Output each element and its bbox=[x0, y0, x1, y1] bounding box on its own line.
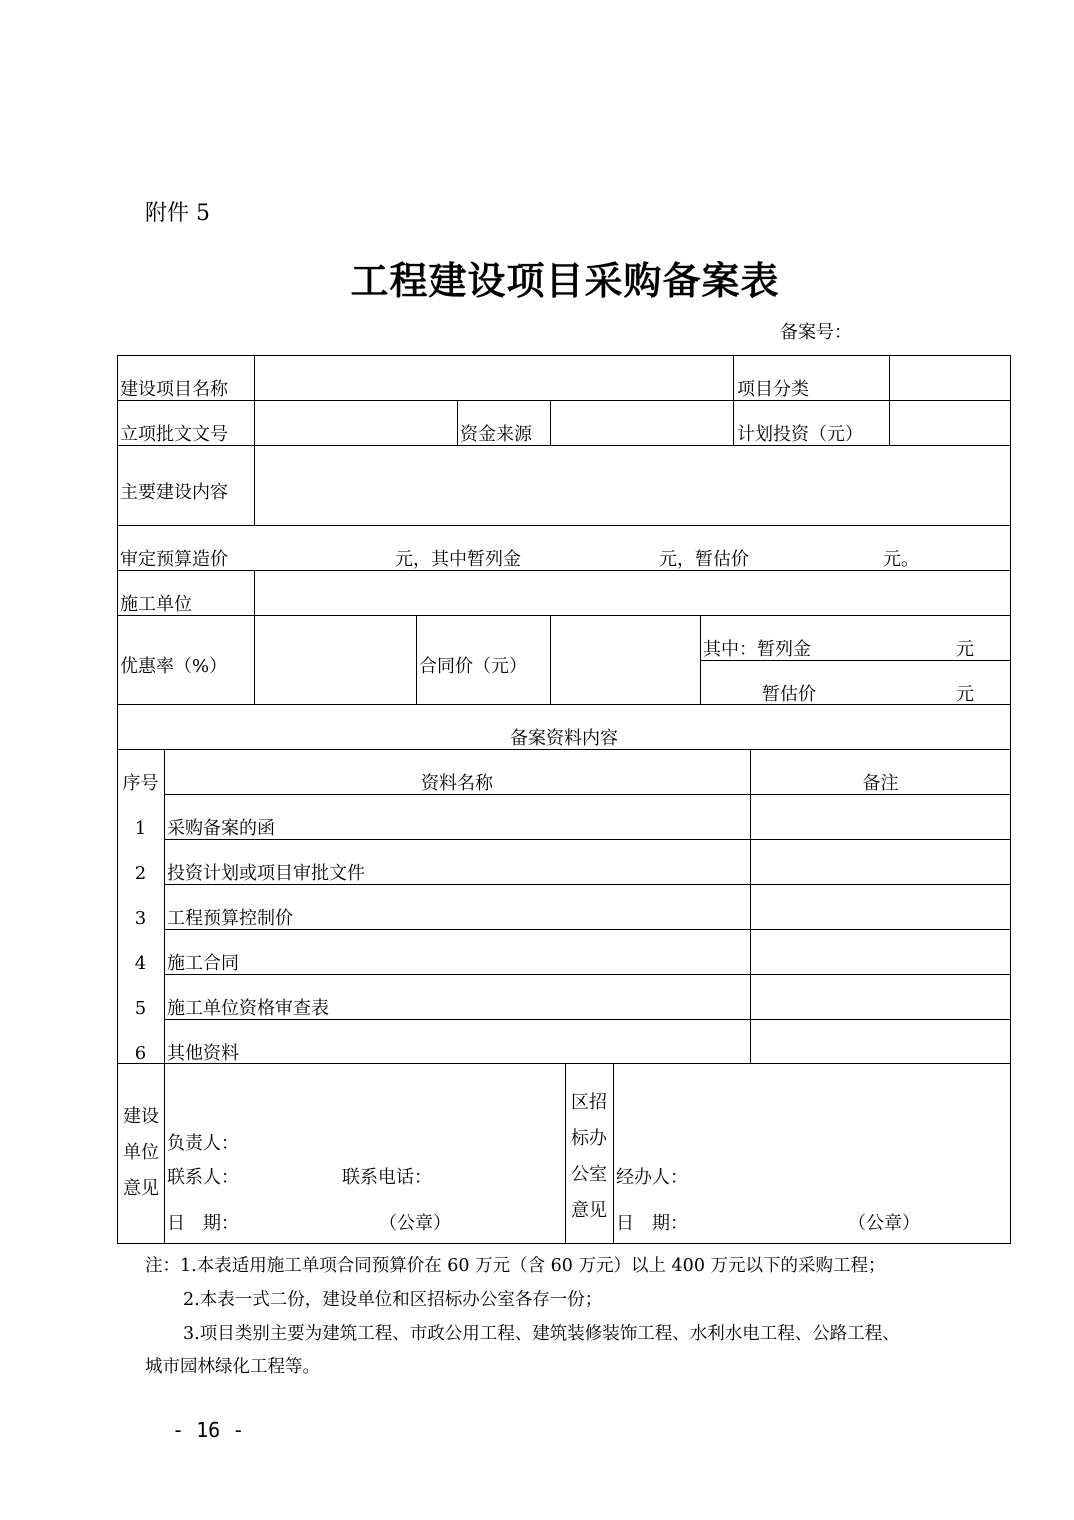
contract-price-label: 合同价（元） bbox=[419, 656, 527, 677]
col-divider bbox=[750, 749, 751, 1063]
builder-seal-label: （公章） bbox=[379, 1213, 451, 1234]
col-divider bbox=[254, 355, 255, 525]
row-divider bbox=[117, 1063, 1011, 1064]
table-border-left bbox=[117, 355, 118, 1244]
material-name: 工程预算控制价 bbox=[167, 908, 293, 929]
col-divider bbox=[700, 615, 701, 704]
note-line-3: 3.项目类别主要为建筑工程、市政公用工程、建筑装修装饰工程、水利水电工程、公路工程、 bbox=[183, 1324, 900, 1344]
col-divider bbox=[254, 570, 255, 704]
budget-provisional-text: 元，其中暂列金 bbox=[395, 549, 521, 570]
estimated-price-label: 暂估价 bbox=[762, 684, 816, 705]
table-border-right bbox=[1010, 355, 1011, 1244]
budget-end-text: 元。 bbox=[883, 549, 919, 570]
note-line-1: 注：1.本表适用施工单项合同预算价在 60 万元（含 60 万元）以上 400 万元以下的采购工程； bbox=[145, 1256, 886, 1276]
handler-label: 经办人： bbox=[616, 1167, 688, 1188]
col-divider bbox=[164, 749, 165, 1244]
estimated-price-unit: 元 bbox=[956, 684, 974, 705]
col-no-header: 序号 bbox=[122, 773, 159, 794]
page-number: - 16 - bbox=[172, 1418, 245, 1442]
discount-label: 优惠率（%） bbox=[120, 656, 228, 677]
material-name: 其他资料 bbox=[167, 1043, 239, 1064]
col-divider bbox=[733, 355, 734, 445]
office-date-label: 日 期： bbox=[616, 1213, 688, 1234]
approval-doc-label: 立项批文文号 bbox=[120, 424, 228, 445]
material-no: 2 bbox=[134, 863, 147, 884]
fund-source-label: 资金来源 bbox=[460, 424, 532, 445]
col-divider bbox=[613, 1063, 614, 1244]
material-name: 采购备案的函 bbox=[167, 818, 275, 839]
contact-phone-label: 联系电话： bbox=[342, 1167, 432, 1188]
row-divider bbox=[164, 839, 1011, 840]
person-in-charge-label: 负责人： bbox=[167, 1133, 239, 1154]
budget-estimated-text: 元，暂估价 bbox=[659, 549, 749, 570]
col-divider bbox=[889, 355, 890, 445]
main-content-label: 主要建设内容 bbox=[120, 482, 228, 503]
material-no: 5 bbox=[134, 998, 147, 1019]
material-name: 施工单位资格审查表 bbox=[167, 998, 329, 1019]
materials-header: 备案资料内容 bbox=[510, 728, 618, 749]
record-number-label: 备案号： bbox=[780, 322, 852, 343]
col-name-header: 资料名称 bbox=[421, 773, 493, 794]
project-name-label: 建设项目名称 bbox=[120, 379, 228, 400]
col-divider bbox=[550, 400, 551, 445]
contractor-label: 施工单位 bbox=[120, 594, 192, 615]
form-title: 工程建设项目采购备案表 bbox=[350, 258, 780, 303]
contact-person-label: 联系人： bbox=[167, 1167, 239, 1188]
row-divider bbox=[164, 974, 1011, 975]
budget-label: 审定预算造价 bbox=[120, 549, 228, 570]
material-no: 3 bbox=[134, 908, 147, 929]
col-divider bbox=[416, 615, 417, 704]
col-divider bbox=[550, 615, 551, 704]
provisional-sum-label: 其中：暂列金 bbox=[703, 639, 811, 660]
row-divider bbox=[117, 400, 1011, 401]
material-name: 投资计划或项目审批文件 bbox=[167, 863, 365, 884]
table-border-top bbox=[117, 355, 1011, 356]
material-name: 施工合同 bbox=[167, 953, 239, 974]
row-divider bbox=[117, 704, 1011, 705]
row-divider bbox=[117, 570, 1011, 571]
note-line-2: 2.本表一式二份，建设单位和区招标办公室各存一份； bbox=[183, 1290, 603, 1310]
material-no: 6 bbox=[134, 1043, 147, 1064]
row-divider bbox=[117, 445, 1011, 446]
row-divider bbox=[117, 525, 1011, 526]
note-line-4: 城市园林绿化工程等。 bbox=[145, 1357, 320, 1377]
col-remark-header: 备注 bbox=[862, 773, 899, 794]
project-category-label: 项目分类 bbox=[737, 379, 809, 400]
office-opinion-label: 区招 标办 公室 意见 bbox=[571, 1092, 607, 1221]
office-seal-label: （公章） bbox=[848, 1213, 920, 1234]
material-no: 1 bbox=[134, 818, 147, 839]
builder-opinion-label: 建设 单位 意见 bbox=[123, 1106, 159, 1199]
builder-date-label: 日 期： bbox=[167, 1213, 239, 1234]
filing-form-table bbox=[117, 355, 1011, 1244]
table-border-bottom bbox=[117, 1243, 1011, 1244]
provisional-sum-unit: 元 bbox=[956, 639, 974, 660]
row-divider bbox=[117, 615, 1011, 616]
col-divider bbox=[457, 400, 458, 445]
attachment-label: 附件 5 bbox=[145, 201, 210, 226]
material-no: 4 bbox=[134, 953, 147, 974]
col-divider bbox=[565, 1063, 566, 1244]
planned-investment-label: 计划投资（元） bbox=[737, 424, 863, 445]
